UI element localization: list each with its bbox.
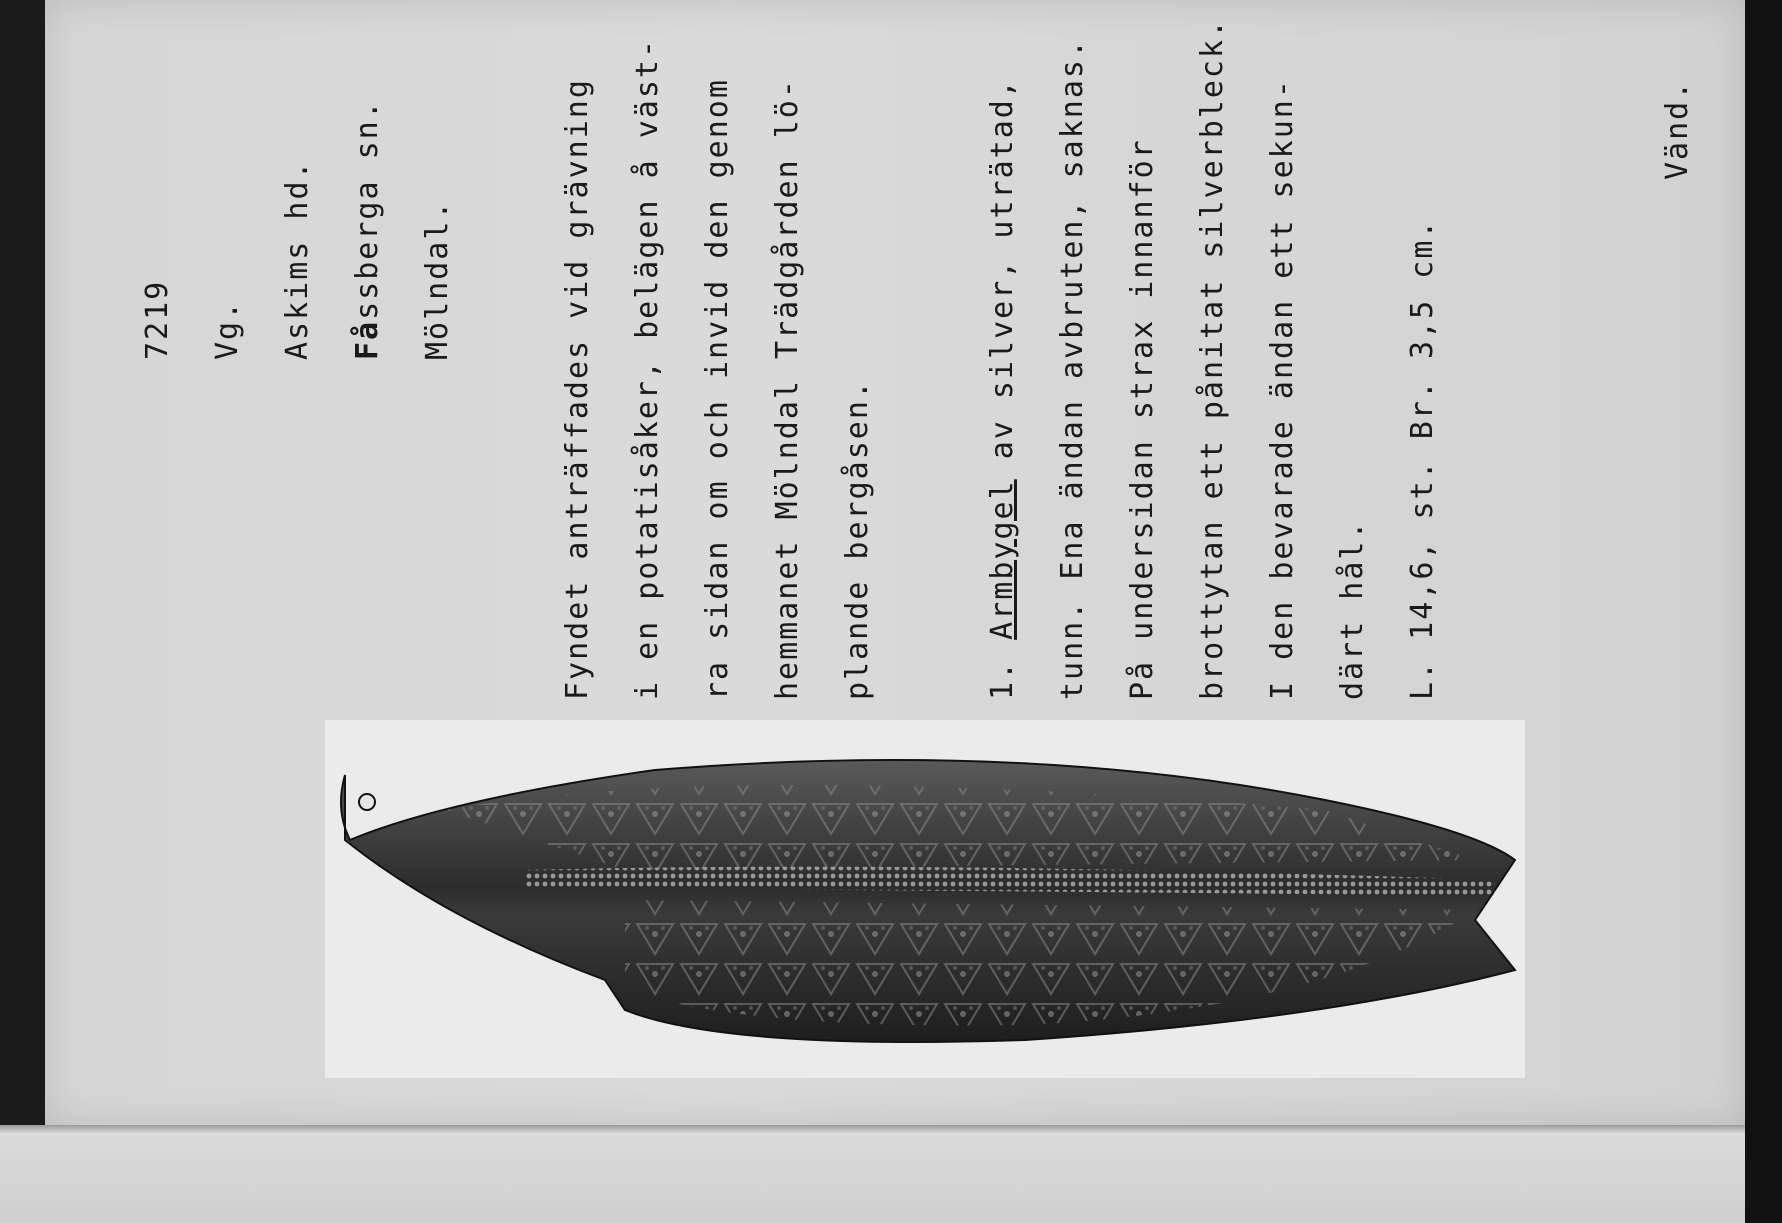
description-line-2: i en potatisåker, belägen å väst-	[630, 37, 665, 700]
item-line-6: därt hål.	[1335, 519, 1370, 700]
arm-ring-pattern-lower	[625, 900, 1475, 1026]
hundred: Askims hd.	[280, 159, 315, 360]
item-line-3: På undersidan strax innanför	[1125, 138, 1160, 700]
item-line-5: I den bevarade ändan ett sekun-	[1265, 78, 1300, 700]
object-photograph	[325, 720, 1525, 1078]
item-line-4: brottytan ett pånitat silverbleck.	[1195, 17, 1230, 700]
parish-rest: ssberga sn.	[350, 99, 385, 320]
scan-bottom-margin	[0, 1125, 1782, 1223]
catalog-number: 7219	[140, 279, 175, 360]
measurements: L. 14,6, st. Br. 3,5 cm.	[1405, 218, 1440, 700]
item-number: 1.	[985, 659, 1020, 700]
item-line-rest: av silver, uträtad,	[985, 78, 1020, 460]
scan-right-edge	[1745, 0, 1782, 1223]
description-line-4: hemmanet Mölndal Trädgården lö-	[770, 78, 805, 700]
description-line-1: Fyndet anträffades vid grävning	[560, 78, 595, 700]
item-name: Armbygel	[985, 479, 1020, 640]
parish-prefix: Få	[350, 319, 385, 360]
province: Vg.	[210, 299, 245, 360]
parish	[350, 99, 385, 360]
turn-over-note: Vänd.	[1660, 79, 1695, 180]
arm-ring-hole	[359, 794, 375, 810]
arm-ring-pattern-upper	[445, 785, 1475, 870]
description-line-5: plande bergåsen.	[840, 379, 875, 700]
item-heading	[985, 78, 1020, 700]
description-line-3: ra sidan om och invid den genom	[700, 78, 735, 700]
place: Mölndal.	[420, 199, 455, 360]
item-line-2: tunn. Ena ändan avbruten, saknas.	[1055, 37, 1090, 700]
arm-ring-image	[325, 720, 1525, 1078]
